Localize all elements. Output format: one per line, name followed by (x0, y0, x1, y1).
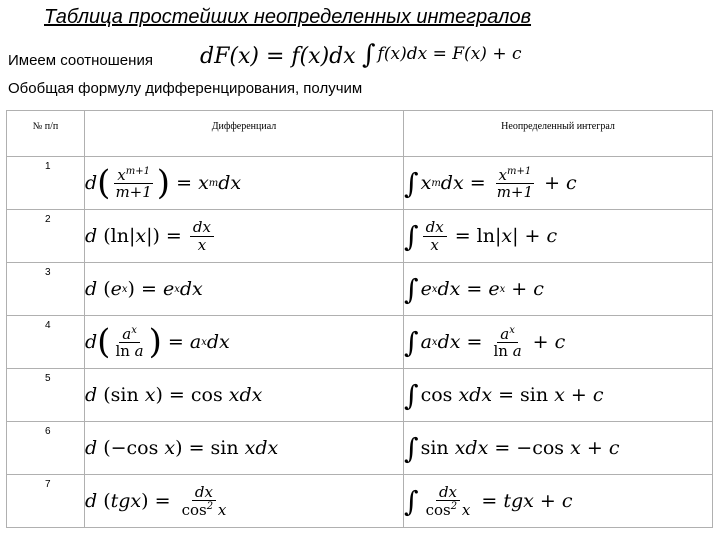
table-row (7, 157, 713, 210)
formula-differential-definition: dF(x) = f(x)dx (200, 44, 356, 69)
row-number: 5 (7, 369, 85, 422)
header-differential: Дифференциал (85, 111, 404, 157)
table-header-row (7, 111, 713, 157)
integral-formula: ∫ $\frac{dx}{\cos^2 x}$ = tgx + c (404, 475, 713, 528)
integral-formula: ∫ $\frac{dx}{x}$ = ln| x | + c (404, 210, 713, 263)
header-number: № п/п (7, 111, 85, 157)
differential-formula: d ( e x ) = e x dx (85, 263, 404, 316)
table-row (7, 422, 713, 475)
differential-formula: d ( tgx ) = $\frac{dx}{\cos^2 x}$ (85, 475, 404, 528)
integral-formula: ∫ a x dx = $\frac{a^x}{\text{ln a}}$ + c (404, 316, 713, 369)
row-number: 1 (7, 157, 85, 210)
differential-formula: d (sin x ) = cos xdx (85, 369, 404, 422)
page-title: Таблица простейших неопределенных интегралов (44, 6, 532, 28)
row-number: 7 (7, 475, 85, 528)
formula-integral-definition: ∫ f(x)dx = F(x) + c (362, 40, 522, 70)
table-row (7, 263, 713, 316)
header-integral: Неопределенный интеграл (404, 111, 713, 157)
integral-formula: ∫ x m dx = $\frac{x^{m+1}}{m+1}$ + c (404, 157, 713, 210)
table-row (7, 316, 713, 369)
row-number: 6 (7, 422, 85, 475)
differential-formula: d (ln| x |) = $\frac{dx}{x}$ (85, 210, 404, 263)
integral-formula: ∫ e x dx = e x + c (404, 263, 713, 316)
integral-table (6, 110, 713, 528)
row-number: 2 (7, 210, 85, 263)
integral-formula: ∫ cos xdx = sin x + c (404, 369, 713, 422)
row-number: 4 (7, 316, 85, 369)
intro-line-2: Обобщая формулу дифференцирования, получим (8, 80, 363, 97)
table-row (7, 210, 713, 263)
differential-formula: d ( $\frac{a^x}{\text{ln a}}$ ) = a x dx (85, 316, 404, 369)
differential-formula: d (−cos x ) = sin xdx (85, 422, 404, 475)
row-number: 3 (7, 263, 85, 316)
intro-line-1: Имеем соотношения (8, 52, 153, 69)
table-row (7, 475, 713, 528)
differential-formula: d ( $\frac{x^{m+1}}{m+1}$ ) = x m dx (85, 157, 404, 210)
table-row (7, 369, 713, 422)
integral-formula: ∫ sin xdx = −cos x + c (404, 422, 713, 475)
